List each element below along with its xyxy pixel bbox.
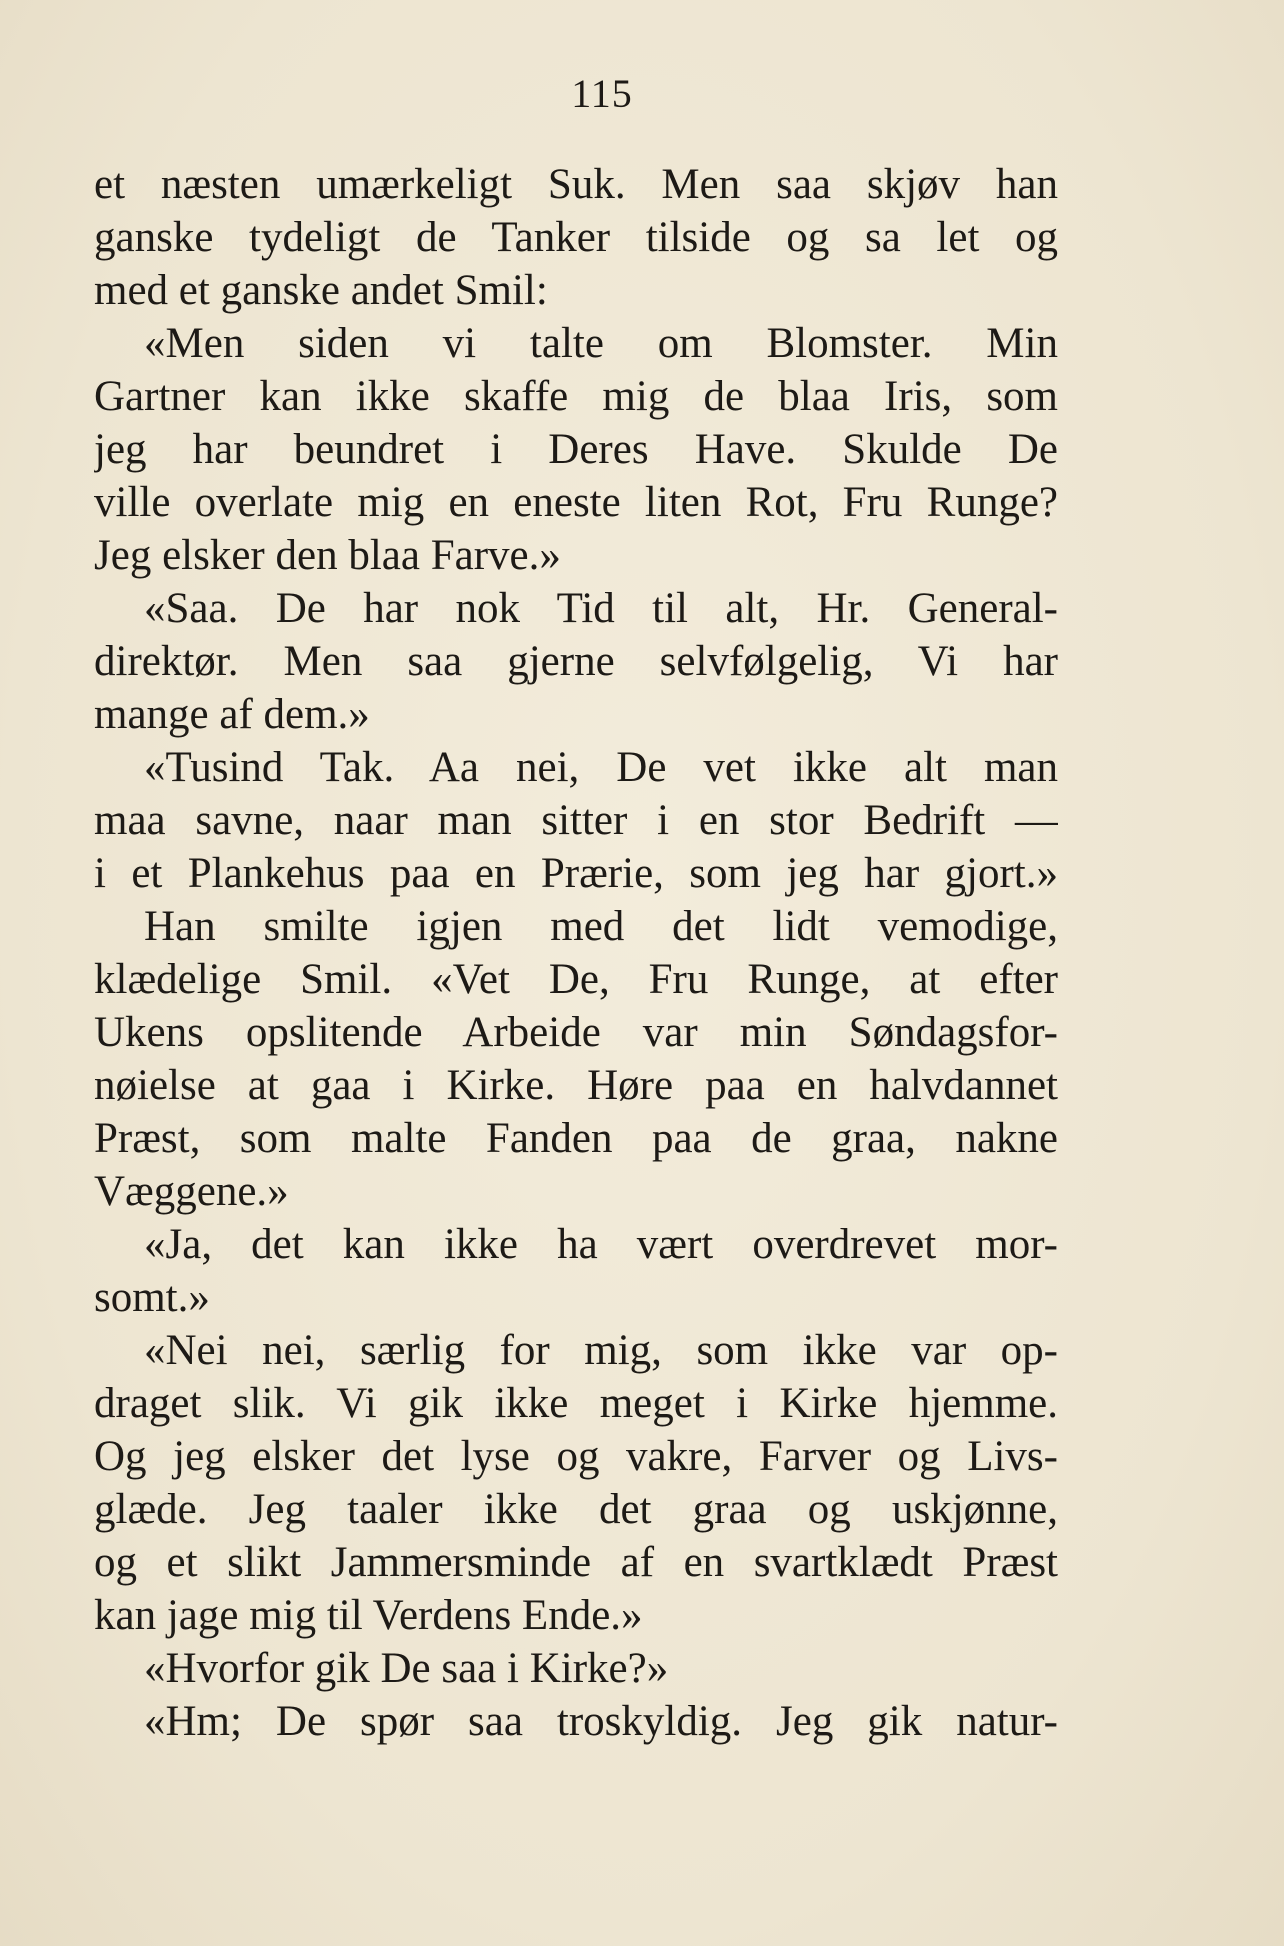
text-line: mange af dem.» [94,691,370,738]
text-line: jeg har beundret i Deres Have. Skulde De [94,426,1058,473]
text-line: «Hm; De spør saa troskyldig. Jeg gik natur- [144,1698,1058,1745]
text-line: i et Plankehus paa en Prærie, som jeg har gjort.» [94,850,1058,897]
text-line: Gartner kan ikke skaffe mig de blaa Iris, som [94,373,1058,420]
text-line: Præst, som malte Fanden paa de graa, nakne [94,1115,1058,1162]
text-line: draget slik. Vi gik ikke meget i Kirke hjemme. [94,1380,1058,1427]
text-line: kan jage mig til Verdens Ende.» [94,1592,643,1639]
text-line: og et slikt Jammersminde af en svartklædt Præst [94,1539,1058,1586]
page-number: 115 [571,71,633,116]
text-line: «Ja, det kan ikke ha vært overdrevet mor- [144,1221,1058,1268]
text-line: Han smilte igjen med det lidt vemodige, [144,903,1058,950]
text-line: ville overlate mig en eneste liten Rot, Fru Runge? [94,479,1058,526]
text-line: direktør. Men saa gjerne selvfølgelig, Vi har [94,638,1058,685]
text-line: Og jeg elsker det lyse og vakre, Farver og Livs- [94,1433,1058,1480]
text-line: «Saa. De har nok Tid til alt, Hr. General- [144,585,1058,632]
text-line: maa savne, naar man sitter i en stor Bedrift — [94,797,1058,844]
text-line: «Nei nei, særlig for mig, som ikke var op- [144,1327,1058,1374]
text-line: glæde. Jeg taaler ikke det graa og uskjønne, [94,1486,1058,1533]
text-line: somt.» [94,1274,210,1321]
text-line: Ukens opslitende Arbeide var min Søndagsfor- [94,1009,1058,1056]
text-line: et næsten umærkeligt Suk. Men saa skjøv han [94,161,1058,208]
body-text [94,158,1058,1748]
text-line: med et ganske andet Smil: [94,267,548,314]
text-line: «Tusind Tak. Aa nei, De vet ikke alt man [144,744,1058,791]
text-line: klædelige Smil. «Vet De, Fru Runge, at efter [94,956,1058,1003]
text-line: «Hvorfor gik De saa i Kirke?» [144,1645,669,1692]
text-line: Jeg elsker den blaa Farve.» [94,532,561,579]
text-line: nøielse at gaa i Kirke. Høre paa en halvdannet [94,1062,1058,1109]
text-line: Væggene.» [94,1168,289,1215]
text-line: «Men siden vi talte om Blomster. Min [144,320,1058,367]
text-line: ganske tydeligt de Tanker tilside og sa let og [94,214,1058,261]
